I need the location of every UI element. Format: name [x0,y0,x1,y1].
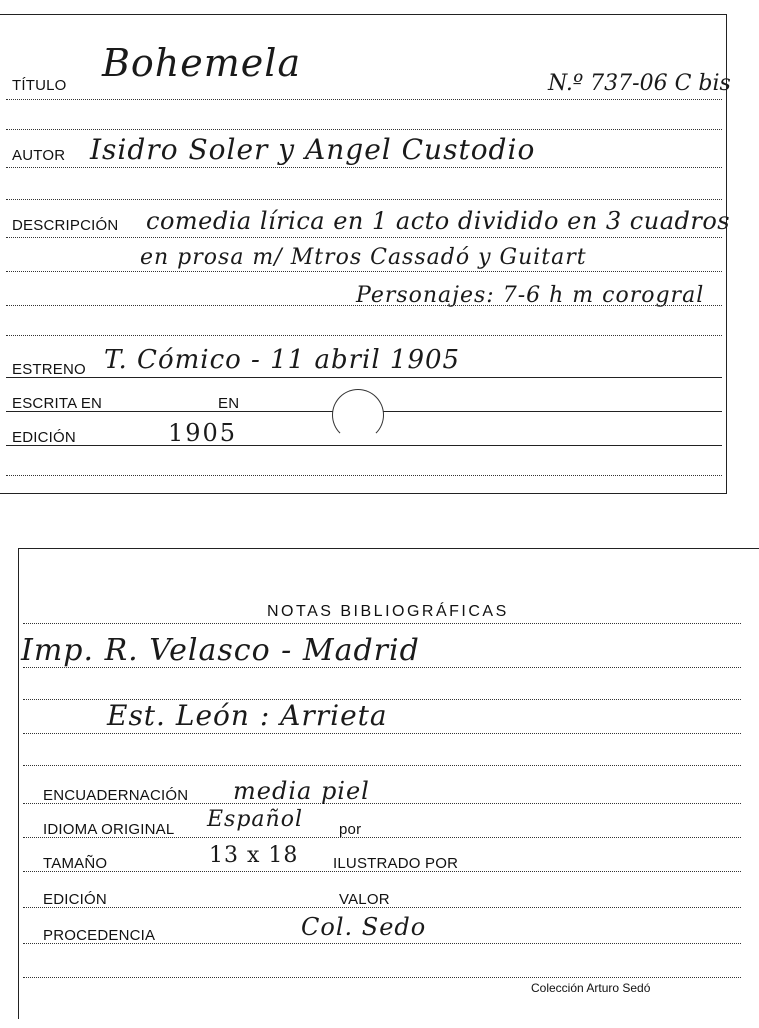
ruled-line [23,943,741,944]
notas-header: NOTAS BIBLIOGRÁFICAS [267,603,509,620]
catalog-card-bottom [18,548,759,1019]
encuadernacion-label: ENCUADERNACIÓN [43,787,189,804]
autor-label: AUTOR [12,147,66,164]
titulo-line [6,99,722,100]
ruled-line [23,623,741,624]
nota-line-1: Imp. R. Velasco - Madrid [21,633,420,668]
edicion-label-bottom: EDICIÓN [43,891,107,908]
procedencia-value: Col. Sedo [301,913,427,941]
tamano-label: TAMAÑO [43,855,108,872]
idioma-value: Español [207,807,303,832]
ruled-line [23,837,741,838]
edicion-label: EDICIÓN [12,429,76,446]
edicion-value: 1905 [168,419,238,447]
ruled-line [6,271,722,272]
estreno-line [6,377,722,378]
estreno-value: T. Cómico - 11 abril 1905 [104,345,461,375]
edicion-line [6,445,722,446]
nota-line-2: Est. León : Arrieta [107,699,388,732]
numero-value: N.º 737-06 C bis [548,71,731,96]
coleccion-credit: Colección Arturo Sedó [531,981,651,995]
ruled-line [6,199,722,200]
stamp-circle [332,389,384,441]
ruled-line [6,129,722,130]
ruled-line [23,765,741,766]
ruled-line [6,475,722,476]
titulo-value: Bohemela [102,41,302,85]
autor-value: Isidro Soler y Angel Custodio [90,133,536,166]
ruled-line [23,871,741,872]
descripcion-line-1: comedia lírica en 1 acto dividido en 3 cuadros [146,207,731,235]
escrita-en-label: ESCRITA EN [12,395,103,412]
titulo-label: TÍTULO [12,77,67,94]
en-label: EN [218,395,240,412]
catalog-card-top [0,14,731,494]
ruled-line [23,803,741,804]
descripcion-line [6,237,722,238]
ruled-line [23,907,741,908]
autor-line [6,167,722,168]
ruled-line [23,733,741,734]
descripcion-line-3: Personajes: 7-6 h m corogral [356,283,705,308]
descripcion-label: DESCRIPCIÓN [12,217,119,234]
ruled-line [6,335,722,336]
estreno-label: ESTRENO [12,361,86,378]
idioma-label: IDIOMA ORIGINAL [43,821,175,838]
ruled-line [23,977,741,978]
ruled-line [6,305,722,306]
tamano-value: 13 x 18 [209,843,299,868]
por-label: por [339,821,362,838]
encuadernacion-value: media piel [233,777,370,805]
ruled-line [23,667,741,668]
ilustrado-label: ILUSTRADO POR [333,855,459,872]
valor-label: VALOR [339,891,390,908]
procedencia-label: PROCEDENCIA [43,927,156,944]
ruled-line [23,699,741,700]
descripcion-line-2: en prosa m/ Mtros Cassadó y Guitart [140,245,587,270]
